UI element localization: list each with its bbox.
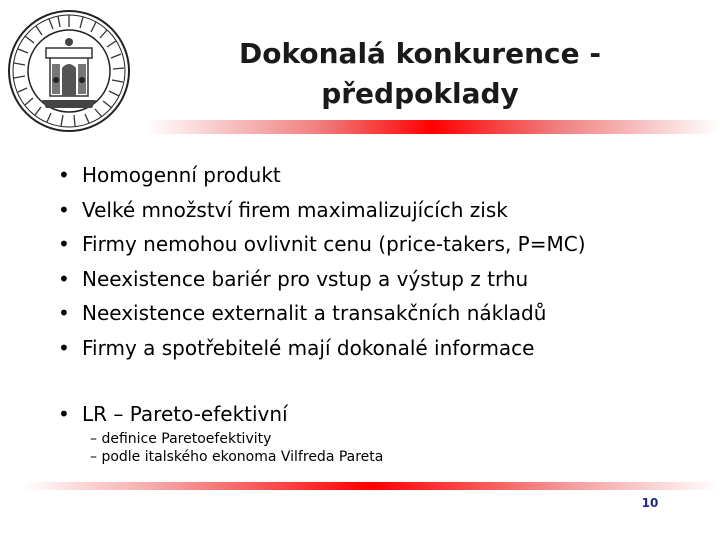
bullet-marker: • <box>58 335 70 360</box>
lr-bullet-text: LR – Pareto-efektivní <box>82 402 288 426</box>
lr-bullet <box>58 398 288 430</box>
title-line-1: Dokonalá konkurence - <box>239 37 601 70</box>
bullet-marker: • <box>58 266 70 291</box>
title-underline-bar <box>145 120 720 134</box>
bullet-marker: • <box>58 197 70 222</box>
slide-title <box>170 34 670 114</box>
bullet-text: Velké množství firem maximalizujících zisk <box>82 197 508 222</box>
page-number: 10 <box>641 496 659 510</box>
bullet-marker: • <box>58 163 70 187</box>
sub-bullet-item: – definice Paretoefektivity <box>90 431 272 447</box>
university-seal-icon <box>6 8 132 134</box>
bullet-item <box>58 158 586 193</box>
bullet-list <box>58 158 586 365</box>
bullet-text: Firmy nemohou ovlivnit cenu (price-takers, P=MC) <box>82 232 586 256</box>
bullet-text: Firmy a spotřebitelé mají dokonalé informace <box>82 335 535 360</box>
bullet-marker: • <box>58 301 70 325</box>
bullet-item <box>58 193 586 228</box>
sub-bullet-item: – podle italského ekonoma Vilfreda Pareta <box>90 449 384 465</box>
footer-divider-bar <box>22 482 720 490</box>
sub-bullet-list <box>90 430 383 466</box>
title-line-2: předpoklady <box>321 77 519 110</box>
bullet-text: Neexistence bariér pro vstup a výstup z trhu <box>82 266 529 291</box>
bullet-item <box>58 331 586 366</box>
bullet-marker: • <box>58 402 70 426</box>
bullet-item <box>58 227 586 262</box>
bullet-text: Neexistence externalit a transakčních nákladů <box>82 301 547 325</box>
bullet-item <box>58 296 586 331</box>
bullet-text: Homogenní produkt <box>82 163 281 187</box>
bullet-item <box>58 262 586 297</box>
bullet-marker: • <box>58 232 70 256</box>
